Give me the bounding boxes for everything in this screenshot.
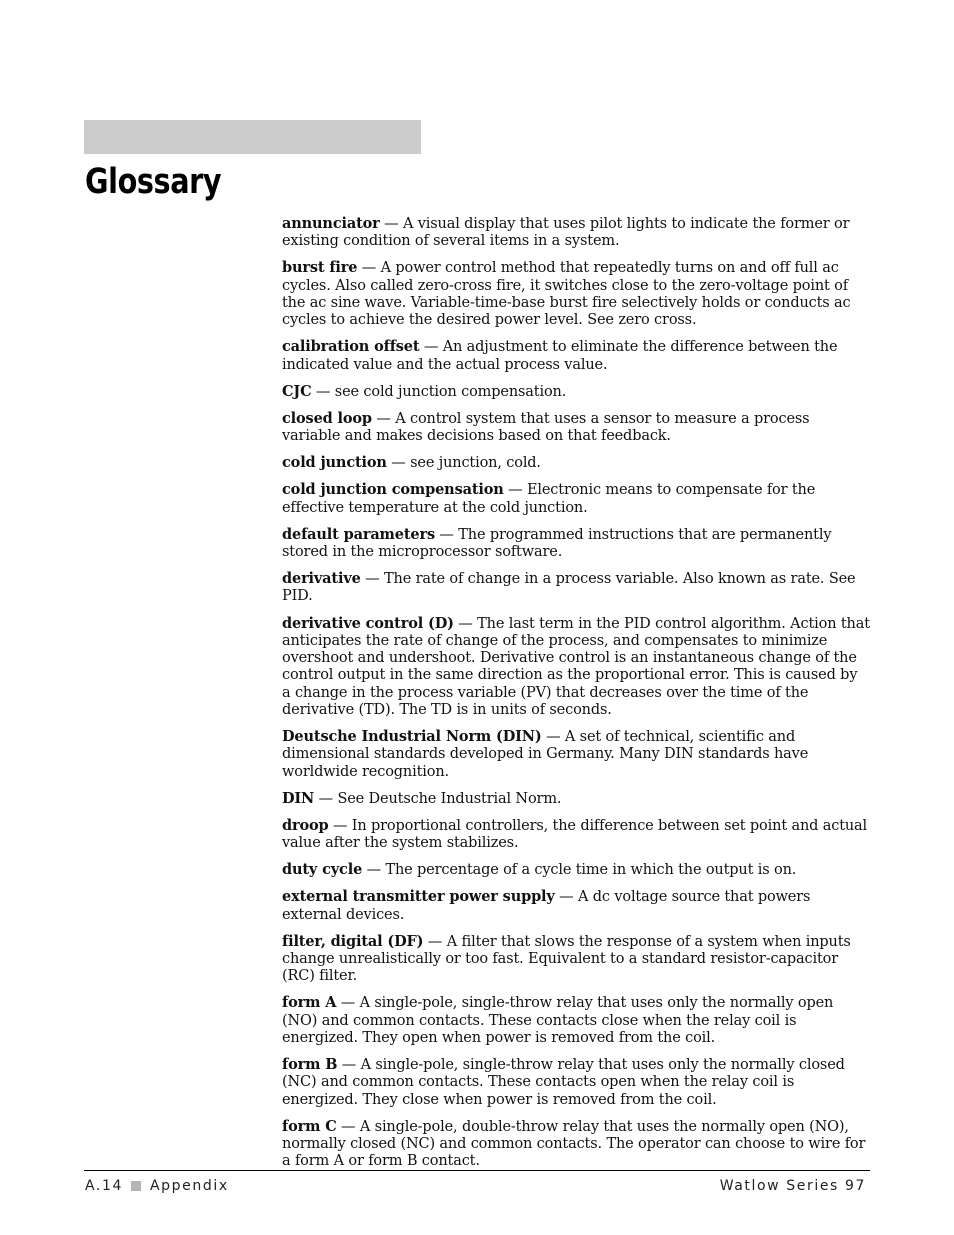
glossary-term: form B (282, 1056, 338, 1074)
glossary-entry: CJC — see cold junction compensation. (282, 382, 567, 400)
glossary-entry: droop — In proportional controllers, the difference between set point and actual value after the system stabilizes. (282, 816, 868, 852)
glossary-term: droop (282, 816, 329, 834)
glossary-entry: default parameters — The programmed instructions that are permanently stored in the microprocessor software. (282, 525, 832, 561)
glossary-entry: DIN — See Deutsche Industrial Norm. (282, 789, 562, 807)
glossary-term: CJC (282, 382, 312, 400)
glossary-definition: A filter that slows the response of a system when inputs change unrealistically or too fast. Equivalent to a standard resistor-capacitor (RC) filter. (282, 933, 851, 985)
page-number: A.14 (85, 1178, 123, 1194)
glossary-term: cold junction (282, 454, 387, 472)
glossary-definition: See Deutsche Industrial Norm. (337, 790, 562, 807)
glossary-entry: burst fire — A power control method that repeatedly turns on and off full ac cycles. Also called zero-cross fire, it switches close to the zero-voltage point of the ac sine wave. Variable-time-base burst fire selectively holds or conducts ac cycles to achieve the desired power level. See zero cross. (282, 259, 851, 329)
product-name: Watlow Series 97 (719, 1178, 866, 1194)
glossary-entry: external transmitter power supply — A dc voltage source that powers external devices. (282, 888, 811, 923)
page-title: Glossary (85, 162, 222, 202)
glossary-definition: The programmed instructions that are permanently stored in the microprocessor software. (282, 526, 832, 561)
glossary-definition: A visual display that uses pilot lights to indicate the former or existing condition of several items in a system. (282, 216, 850, 250)
glossary-term: filter, digital (DF) (282, 932, 424, 950)
glossary-entry: annunciator — A visual display that uses pilot lights to indicate the former or existing condition of several items in a system. (282, 215, 850, 250)
glossary-term: DIN (282, 789, 315, 807)
glossary-term: burst fire (282, 259, 358, 277)
glossary-list (282, 215, 870, 1180)
glossary-entry: form C — A single-pole, double-throw relay that uses the normally open (NO), normally closed (NC) and common contacts. The operator can choose to wire for a form A or form B contact. (282, 1117, 866, 1170)
glossary-definition: A set of technical, scientific and dimensional standards developed in Germany. Many DIN standards have worldwide recognition. (282, 729, 809, 780)
glossary-entry: derivative — The rate of change in a process variable. Also known as rate. See PID. (282, 570, 856, 605)
glossary-term: calibration offset (282, 338, 420, 356)
section-name: Appendix (150, 1178, 229, 1194)
glossary-definition: The rate of change in a process variable. Also known as rate. See PID. (282, 571, 856, 605)
glossary-entry: form A — A single-pole, single-throw relay that uses only the normally open (NO) and common contacts. These contacts close when the relay coil is energized. They open when power is removed from the coil. (282, 994, 834, 1047)
glossary-term: cold junction compensation (282, 481, 504, 499)
glossary-definition: A single-pole, double-throw relay that uses the normally open (NO), normally closed (NC) and common contacts. The operator can choose to wire for a form A or form B contact. (282, 1118, 866, 1170)
glossary-term: duty cycle (282, 861, 363, 879)
glossary-term: Deutsche Industrial Norm (DIN) (282, 728, 542, 746)
glossary-definition: A dc voltage source that powers external devices. (282, 889, 811, 923)
glossary-definition: An adjustment to eliminate the difference between the indicated value and the actual process value. (282, 339, 838, 373)
glossary-term: derivative control (D) (282, 614, 454, 632)
glossary-definition: A single-pole, single-throw relay that uses only the normally open (NO) and common contacts. These contacts close when the relay coil is energized. They open when power is removed from the coil. (282, 995, 834, 1047)
glossary-definition: A power control method that repeatedly turns on and off full ac cycles. Also called zero-cross fire, it switches close to the zero-voltage point of the ac sine wave. Variable-time-base burst fire selectively holds or conducts ac cycles to achieve the desired power level. See zero cross. (282, 260, 851, 329)
glossary-term: form A (282, 994, 337, 1012)
glossary-entry: cold junction compensation — Electronic means to compensate for the effective temperature at the cold junction. (282, 481, 816, 516)
square-bullet-icon (131, 1181, 141, 1191)
glossary-entry: derivative control (D) — The last term in the PID control algorithm. Action that anticipates the rate of change of the process, and compensates to minimize overshoot and undershoot. Derivative control is an instantaneous change of the control output in the same direction as the proportional error. This is caused by a change in the process variable (PV) that decreases over the time of the derivative (TD). The TD is in units of seconds. (282, 614, 870, 718)
glossary-definition: see junction, cold. (410, 455, 541, 472)
glossary-term: annunciator (282, 215, 380, 232)
glossary-definition: The last term in the PID control algorithm. Action that anticipates the rate of change of the process, and compensates to minimize overshoot and undershoot. Derivative control is an instantaneous change of the control output in the same direction as the proportional error. This is caused by a change in the process variable (PV) that decreases over the time of the derivative (TD). The TD is in units of seconds. (282, 615, 870, 718)
glossary-term: external transmitter power supply (282, 888, 555, 906)
glossary-term: closed loop (282, 409, 372, 427)
glossary-definition: In proportional controllers, the difference between set point and actual value after the system stabilizes. (282, 817, 868, 852)
glossary-term: default parameters (282, 525, 435, 543)
glossary-entry: calibration offset — An adjustment to eliminate the difference between the indicated value and the actual process value. (282, 338, 838, 373)
title-decoration-bar (84, 120, 421, 154)
glossary-entry: duty cycle — The percentage of a cycle time in which the output is on. (282, 861, 797, 879)
glossary-entry: cold junction — see junction, cold. (282, 454, 541, 472)
glossary-definition: The percentage of a cycle time in which the output is on. (385, 862, 797, 879)
glossary-definition: Electronic means to compensate for the effective temperature at the cold junction. (282, 482, 816, 516)
glossary-entry: closed loop — A control system that uses a sensor to measure a process variable and makes decisions based on that feedback. (282, 409, 810, 445)
glossary-entry: form B — A single-pole, single-throw relay that uses only the normally closed (NC) and common contacts. These contacts open when the relay coil is energized. They close when power is removed from the coil. (282, 1056, 845, 1108)
footer-divider (84, 1170, 870, 1171)
glossary-definition: A single-pole, single-throw relay that uses only the normally closed (NC) and common contacts. These contacts open when the relay coil is energized. They close when power is removed from the coil. (282, 1057, 845, 1108)
footer-left (85, 1178, 229, 1194)
glossary-term: derivative (282, 570, 361, 588)
glossary-entry: Deutsche Industrial Norm (DIN) — A set of technical, scientific and dimensional standards developed in Germany. Many DIN standards have worldwide recognition. (282, 728, 809, 780)
glossary-term: form C (282, 1117, 337, 1135)
glossary-entry: filter, digital (DF) — A filter that slows the response of a system when inputs change unrealistically or too fast. Equivalent to a standard resistor-capacitor (RC) filter. (282, 932, 851, 985)
glossary-definition: A control system that uses a sensor to measure a process variable and makes decisions based on that feedback. (282, 410, 810, 445)
glossary-definition: see cold junction compensation. (334, 383, 567, 400)
